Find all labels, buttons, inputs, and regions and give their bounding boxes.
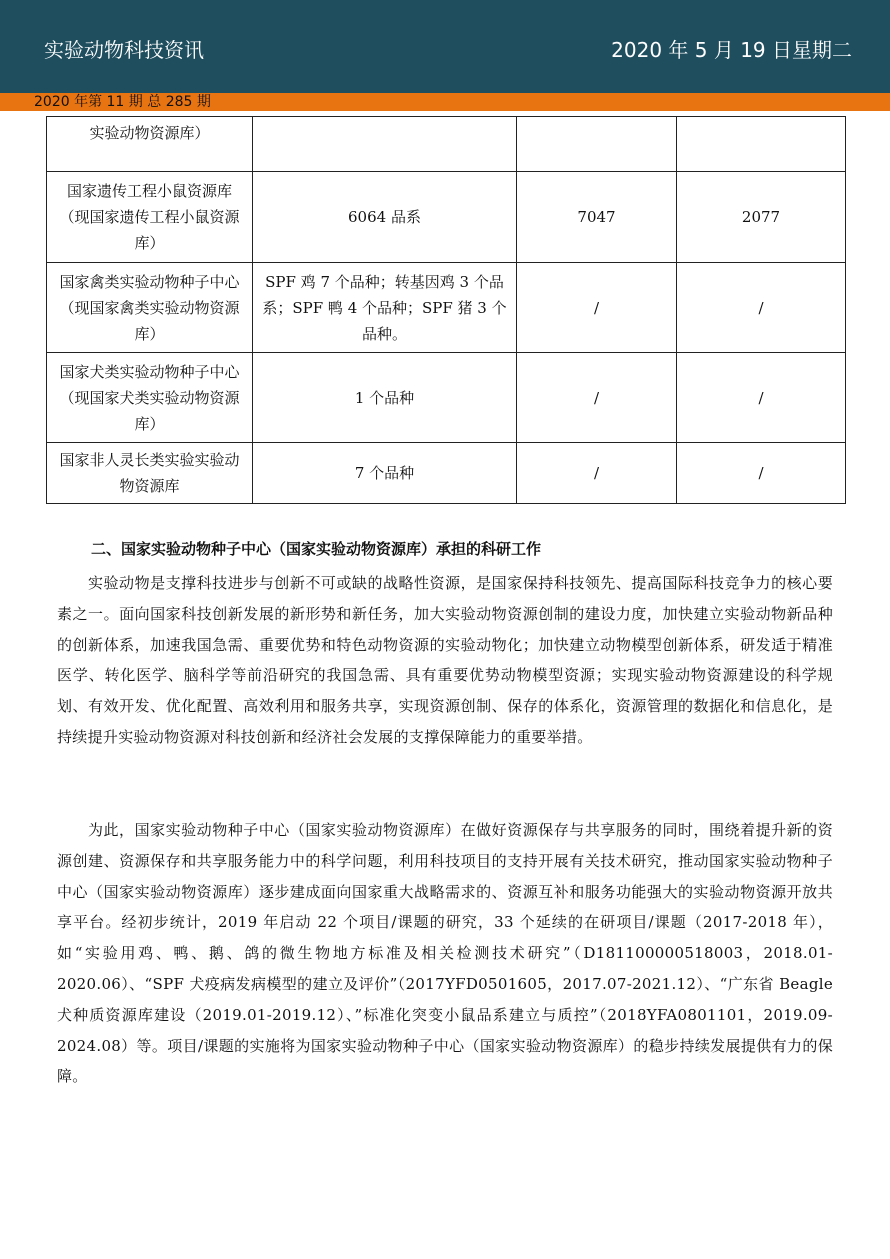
table-row	[47, 263, 846, 353]
table-row	[47, 443, 846, 504]
issue-number: 2020 年第 11 期 总 285 期	[34, 94, 211, 110]
table-cell: /	[517, 353, 677, 443]
table-cell: /	[677, 353, 846, 443]
table-row	[47, 353, 846, 443]
table-cell	[517, 117, 677, 172]
resource-table	[46, 116, 846, 504]
publication-date: 2020 年 5 月 19 日星期二	[611, 38, 852, 62]
table-cell: SPF 鸡 7 个品种；转基因鸡 3 个品系；SPF 鸭 4 个品种；SPF 猪 3 个品种。	[253, 263, 517, 353]
table-cell: /	[517, 443, 677, 504]
table-row	[47, 117, 846, 172]
body-paragraph: 实验动物是支撑科技进步与创新不可或缺的战略性资源，是国家保持科技领先、提高国际科技竞争力的核心要素之一。面向国家科技创新发展的新形势和新任务，加大实验动物资源创制的建设力度，加快建立实验动物新品种的创新体系，加速我国急需、重要优势和特色动物资源的实验动物化；加快建立动物模型创新体系，研发适于精准医学、转化医学、脑科学等前沿研究的我国急需、具有重要优势动物模型资源；实现实验动物资源建设的科学规划、有效开发、优化配置、高效利用和服务共享，实现资源创制、保存的体系化，资源管理的数据化和信息化，是持续提升实验动物资源对科技创新和经济社会发展的支撑保障能力的重要举措。	[57, 574, 833, 746]
body-paragraph: 为此，国家实验动物种子中心（国家实验动物资源库）在做好资源保存与共享服务的同时，围绕着提升新的资源创建、资源保存和共享服务能力中的科学问题，利用科技项目的支持开展有关技术研究，推动国家实验动物种子中心（国家实验动物资源库）逐步建成面向国家重大战略需求的、资源互补和服务功能强大的实验动物资源开放共享平台。经初步统计，2019 年启动 22 个项目/课题的研究，33 个延续的在研项目/课题（2017-2018 年），如“实验用鸡、鸭、鹅、鸽的微生物地方标准及相关检测技术研究”（D181100000518003，2018.01-2020.06）、“SPF 犬疫病发病模型的建立及评价”（2017YFD0501605，2017.07-2021.12）、“广东省 Beagle 犬种质资源库建设（2019.01-2019.12）、”标准化突变小鼠品系建立与质控”（2018YFA0801101，2019.09-2024.08）等。项目/课题的实施将为国家实验动物种子中心（国家实验动物资源库）的稳步持续发展提供有力的保障。	[57, 821, 833, 1086]
table-cell: 国家遗传工程小鼠资源库（现国家遗传工程小鼠资源库）	[47, 172, 253, 263]
publication-title: 实验动物科技资讯	[44, 38, 204, 62]
table-cell: /	[677, 263, 846, 353]
table-cell: /	[677, 443, 846, 504]
table-cell: 国家非人灵长类实验实验动物资源库	[47, 443, 253, 504]
table-cell: 实验动物资源库）	[47, 117, 253, 172]
table-cell: 2077	[677, 172, 846, 263]
table-cell	[677, 117, 846, 172]
table-cell: 国家犬类实验动物种子中心（现国家犬类实验动物资源库）	[47, 353, 253, 443]
table-cell: 1 个品种	[253, 353, 517, 443]
section-heading: 二、国家实验动物种子中心（国家实验动物资源库）承担的科研工作	[91, 540, 542, 558]
table-cell: 国家禽类实验动物种子中心（现国家禽类实验动物资源库）	[47, 263, 253, 353]
table-row	[47, 172, 846, 263]
table-cell: 7 个品种	[253, 443, 517, 504]
table-cell	[253, 117, 517, 172]
table-cell: 7047	[517, 172, 677, 263]
table-cell: /	[517, 263, 677, 353]
table-cell: 6064 品系	[253, 172, 517, 263]
